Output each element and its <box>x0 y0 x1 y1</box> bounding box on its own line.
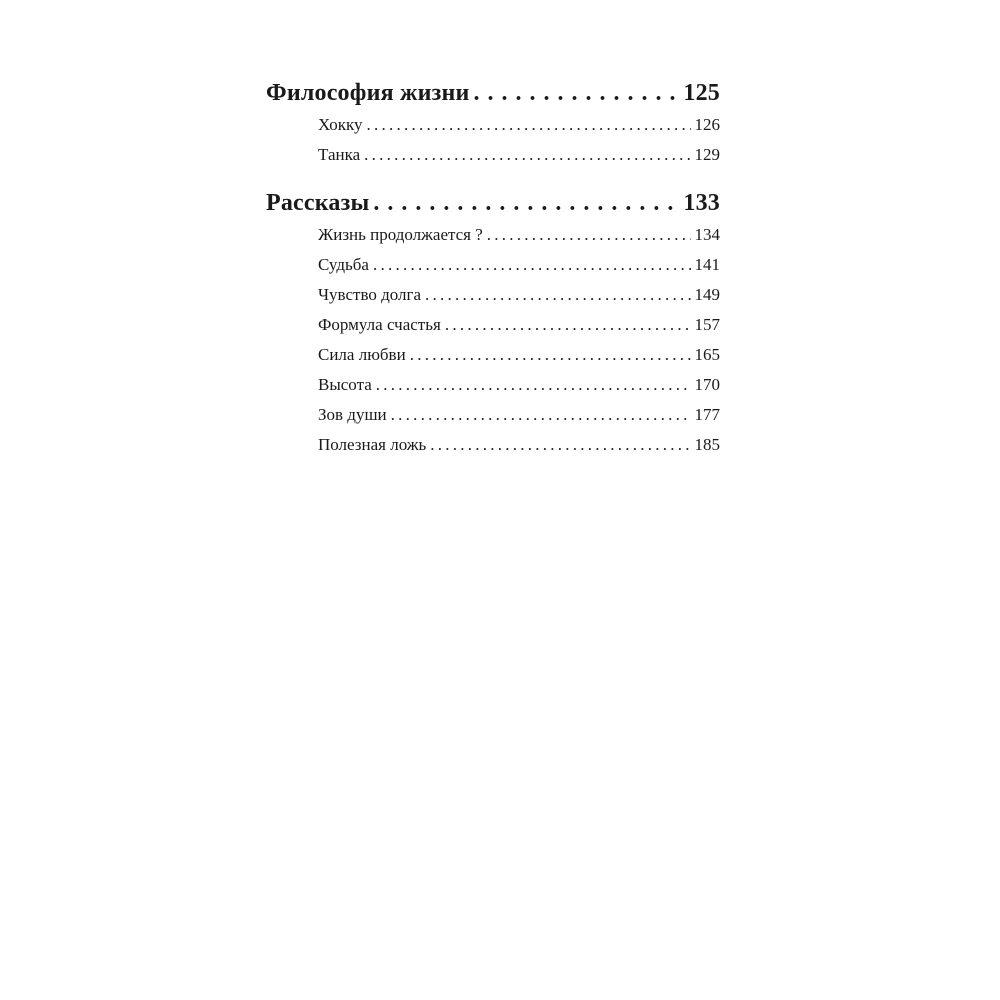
toc-item <box>318 220 720 250</box>
toc-item-title: Чувство долга <box>318 285 422 304</box>
toc-item <box>318 310 720 340</box>
toc-item-page-number: 185 <box>694 435 720 454</box>
toc-item <box>318 370 720 400</box>
toc-item <box>318 400 720 430</box>
toc-item-title: Судьба <box>318 255 369 274</box>
dot-leader <box>474 76 680 110</box>
dot-leader <box>391 400 691 430</box>
toc-item-title: Зов души <box>318 405 387 424</box>
toc-item-title: Полезная ложь <box>318 435 427 454</box>
dot-leader <box>373 186 679 220</box>
section-heading <box>266 76 720 110</box>
toc-item-title: Хокку <box>318 115 363 134</box>
toc-item-title: Высота <box>318 375 372 394</box>
toc-item <box>318 140 720 170</box>
dot-leader <box>373 250 691 280</box>
toc-item-page-number: 141 <box>694 255 720 274</box>
toc-item-title: Жизнь продолжается ? <box>318 225 483 244</box>
toc-item <box>318 340 720 370</box>
dot-leader <box>366 110 690 140</box>
toc-item-page-number: 170 <box>694 375 720 394</box>
toc-item-page-number: 134 <box>694 225 720 244</box>
toc-item <box>318 280 720 310</box>
toc-section-stories <box>266 186 720 460</box>
toc-item-page-number: 157 <box>694 315 720 334</box>
dot-leader <box>364 140 690 170</box>
dot-leader <box>410 340 691 370</box>
toc-item-page-number: 129 <box>694 145 720 164</box>
toc-item <box>318 250 720 280</box>
toc-item <box>318 430 720 460</box>
section-page-number: 125 <box>683 80 720 106</box>
toc-item-page-number: 165 <box>694 345 720 364</box>
toc-item-page-number: 149 <box>694 285 720 304</box>
toc-item-title: Формула счастья <box>318 315 441 334</box>
dot-leader <box>430 430 690 460</box>
dot-leader <box>445 310 691 340</box>
section-title: Философия жизни <box>266 80 470 106</box>
section-title: Рассказы <box>266 190 370 216</box>
toc-item-page-number: 126 <box>694 115 720 134</box>
table-of-contents <box>266 76 720 460</box>
toc-section-philosophy <box>266 76 720 170</box>
toc-item-page-number: 177 <box>694 405 720 424</box>
toc-item-title: Танка <box>318 145 361 164</box>
dot-leader <box>425 280 690 310</box>
section-heading <box>266 186 720 220</box>
toc-item-title: Сила любви <box>318 345 406 364</box>
toc-item <box>318 110 720 140</box>
dot-leader <box>487 220 691 250</box>
dot-leader <box>376 370 691 400</box>
section-page-number: 133 <box>683 190 720 216</box>
